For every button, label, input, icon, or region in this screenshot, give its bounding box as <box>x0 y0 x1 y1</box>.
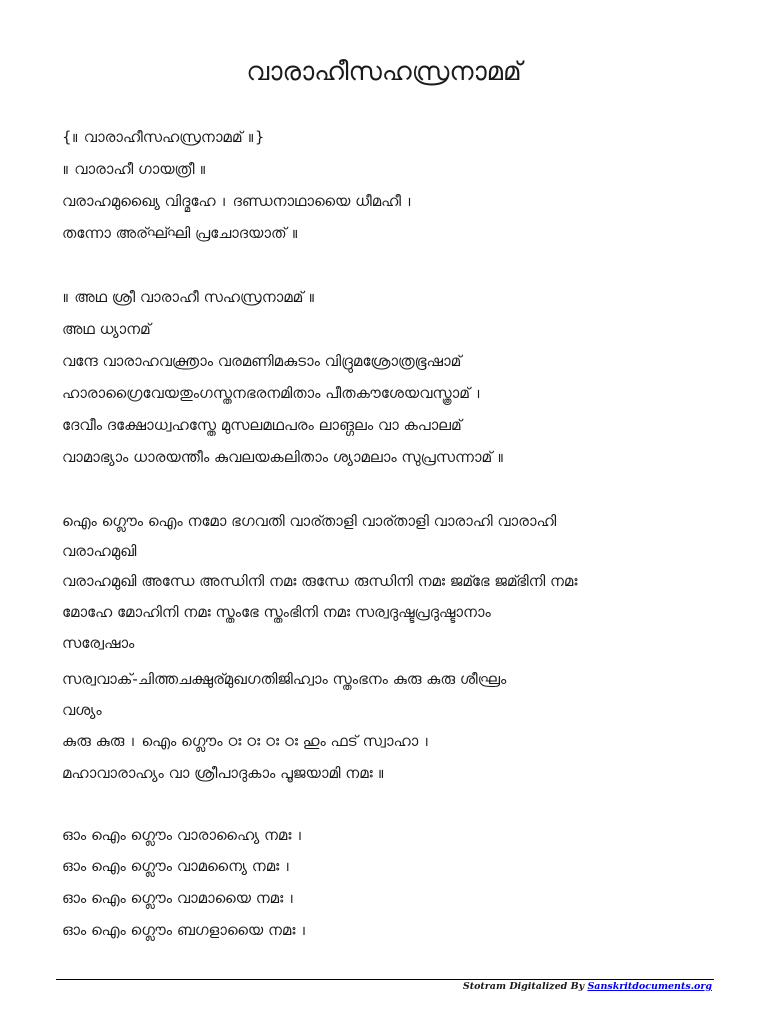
page-title: വാരാഹീസഹസ്രനാമമ് <box>246 57 522 87</box>
text-line: ഓം ഐം ഗ്ലൌം വാരാഹ്യൈ നമഃ । <box>62 826 304 844</box>
text-line: അഥ ധ്യാനമ് <box>62 320 151 338</box>
text-line: ദേവീം ദക്ഷോധ്വഹസ്തേ മുസലമഥപരം ലാങ്ഗലം വാ കപാലമ് <box>62 416 462 434</box>
text-line: ഓം ഐം ഗ്ലൌം ബഗളായൈ നമഃ । <box>62 921 308 939</box>
text-line: വരാഹമുഖ്യൈ വിദ്മഹേ । ദണ്ഡനാഥായൈ ധീമഹീ । <box>62 192 414 210</box>
text-line: ॥ അഥ ശ്രീ വാരാഹീ സഹസ്രനാമമ് ॥ <box>62 288 316 306</box>
text-line: തന്നോ അര്ഘ്ഘി പ്രചോദയാത് ॥ <box>62 224 299 242</box>
text-line: സര്വവാക്-ചിത്തചക്ഷുര്മുഖഗതിജിഹ്വാം സ്തംഭനം കുരു കുരു ശീഘ്രം <box>62 670 507 688</box>
text-line: ॥ വാരാഹീ ഗായത്രീ ॥ <box>62 160 207 178</box>
text-line: വാമാഭ്യാം ധാരയന്തീം കുവലയകലിതാം ശ്യാമലാം സുപ്രസന്നാമ് ॥ <box>62 448 505 466</box>
text-line: മോഹേ മോഹിനി നമഃ സ്തംഭേ സ്തംഭിനി നമഃ സര്വദുഷ്ടപ്രദുഷ്ടാനാം <box>62 603 491 621</box>
footer-credit-label: Stotram Digitalized By <box>462 981 588 992</box>
text-line: വരാഹമുഖി <box>62 542 137 560</box>
sanskritdocuments-link[interactable]: Sanskritdocuments.org <box>587 981 712 992</box>
text-line: ഓം ഐം ഗ്ലൌം വാമന്യൈ നമഃ । <box>62 857 292 875</box>
text-line: മഹാവാരാഹ്യം വാ ശ്രീപാദുകാം പൂജയാമി നമഃ ॥ <box>62 764 385 782</box>
footer-credit <box>463 980 712 993</box>
text-line: വരാഹമുഖി അന്ധേ അന്ധിനി നമഃ രുന്ധേ രുന്ധിനി നമഃ ജമ്ഭേ ജമ്ഭിനി നമഃ <box>62 572 578 590</box>
text-line: ഐം ഗ്ലൌം ഐം നമോ ഭഗവതി വാര്താളി വാര്താളി വാരാഹി വാരാഹി <box>62 512 557 530</box>
text-line: കുരു കുരു । ഐം ഗ്ലൌം ഠഃ ഠഃ ഠഃ ഠഃ ഹും ഫട് സ്വാഹാ । <box>62 732 431 750</box>
text-line: ഹാരാഗ്രൈവേയതുംഗസ്തനഭരനമിതാം പീതകൗശേയവസ്ത്രാമ് । <box>62 384 483 402</box>
text-line: സര്വേഷാം <box>62 634 135 652</box>
text-line: വന്ദേ വാരാഹവക്ത്രാം വരമണിമകുടാം വിദ്രുമശ്രോത്രഭൂഷാമ് <box>62 352 462 370</box>
text-line: {॥ വാരാഹീസഹസ്രനാമമ് ॥} <box>62 128 265 146</box>
text-line: വശ്യം <box>62 701 102 719</box>
text-line: ഓം ഐം ഗ്ലൌം വാമായൈ നമഃ । <box>62 889 296 907</box>
